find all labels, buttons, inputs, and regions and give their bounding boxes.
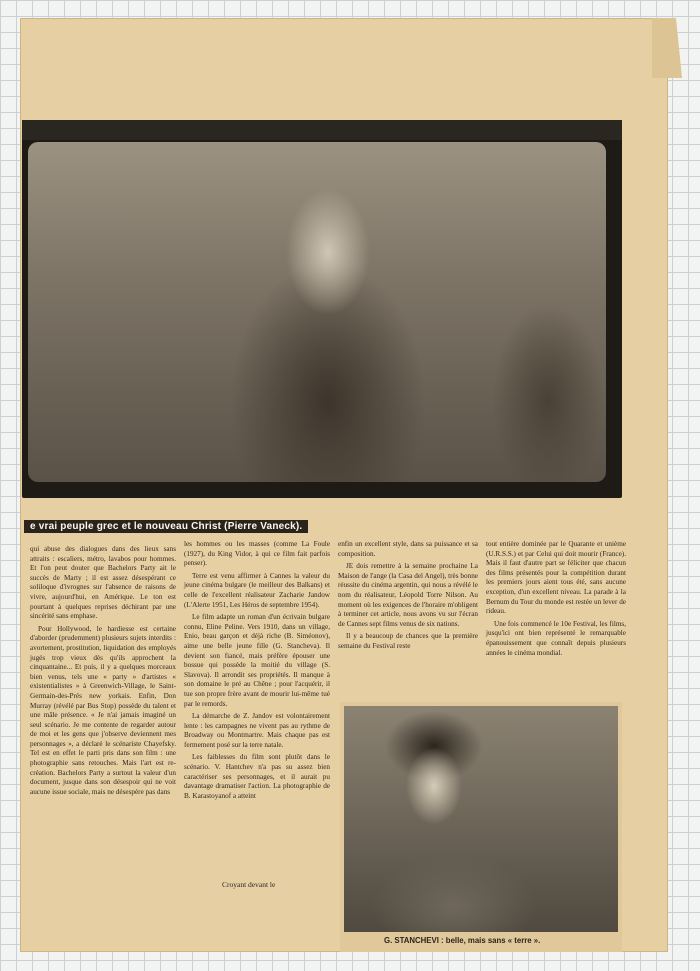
cut-off-text: Croyant devant le — [222, 880, 276, 889]
col3-paragraph: enfin un excellent style, dans sa puissance et sa composition. — [338, 540, 478, 558]
col2-paragraph: La démarche de Z. Jandov est volontairement lente : les campagnes ne vivent pas au rythme de Broadway ou Montmartre. Mais chaque pas est fermement posé sur la terre natale. — [184, 712, 330, 749]
article-column-4 — [486, 540, 626, 661]
main-photo — [28, 142, 606, 482]
col2-paragraph: les hommes ou les masses (comme La Foule (1927), du King Vidor, à qui ce film fait parfois penser). — [184, 540, 330, 568]
col3-paragraph: JE dois remettre à la semaine prochaine La Maison de l'ange (la Casa del Angel), très bonne réussite du cinéma argentin, qui nous a révélé le nom du réalisateur, Léopold Torre Nilson. Au moment où les exigences de l'horaire m'obligent à terminer cet article, nous avons vu sur l'écran de Cannes sept films venus de six nations. — [338, 562, 478, 628]
col1-paragraph: Pour Hollywood, le hardiesse est certaine d'aborder (prudemment) plusieurs sujets interdits : avortement, prostitution, liquidation des employés jugés trop vieux dès qu'ils approchent la cinquantaine... Et puis, il y a quelques morceaux bien venus, tels une « party » d'artistes « existentialistes » à Greenwich-Village, le Saint-Germain-des-Prés new yorkais. Enfin, Don Murray (révélé par Bus Stop) possède du talent et une mâle présence. « Je n'ai jamais imaginé un seul scénario. Je me contente de regarder autour de moi et les gens que j'observe deviennent mes personnages », a déclaré le scénariste Chayefsky. Tel est en effet le parti pris dans son film : une photographie sans retouches. Mais l'art est re-création. Bachelors Party a surtout la valeur d'un document, jusque dans son désespoir qui ne voit aucune issue sociale, mais ne désespère pas dans — [30, 624, 176, 796]
col2-paragraph: Les faiblesses du film sont plutôt dans le scénario. V. Hantchev n'a pas su assez bien caractériser ses personnages, et il aurait pu davantage dramatiser l'action. La photographie de B. Karastoyanof a atteint — [184, 753, 330, 800]
main-photo-caption: e vrai peuple grec et le nouveau Christ (Pierre Vaneck). — [24, 520, 308, 533]
second-photo — [344, 706, 618, 932]
article-column-2 — [184, 540, 330, 804]
col3-paragraph: Il y a beaucoup de chances que la première semaine du Festival reste — [338, 632, 478, 650]
photo-top-band — [22, 120, 622, 140]
article-column-3 — [338, 540, 478, 655]
second-photo-alt — [340, 702, 348, 703]
main-photo-frame — [22, 120, 622, 498]
col2-paragraph: Le film adapte un roman d'un écrivain bulgare connu, Eline Peline. Vers 1910, dans un village, Enio, beau garçon et déjà riche (B. Siméonov), aime une belle jeune fille (G. Stancheva). Il devient son fiancé, mais préfère épouser une bossue qui possède la moitié du village (S. Slavova). Il arrondit ses propriétés. Il manque à son domaine le pré au Chêne ; pour l'acquérir, il tue son propre frère avant de mourir lui-même tué par le remords. — [184, 613, 330, 708]
main-photo-alt — [22, 120, 31, 121]
col1-paragraph: qui abuse des dialogues dans des lieux sans attraits : escaliers, métro, lavabos pour hommes. Et l'on peut douter que Bachelors Party ait le succès de Marty ; il est assez désespérant ce soliloque d'ivrognes sur l'absence de raisons de vivre, aujourd'hui, en Amérique. Le ton est pourtant à quelques reprises déchirant par une sincérité sans emphase. — [30, 545, 176, 621]
second-photo-caption: G. STANCHEVI : belle, mais sans « terre ». — [384, 936, 541, 945]
col4-paragraph: Une fois commencé le 10e Festival, les films, jusqu'ici ont bien représenté le remarquable épanouissement que connaît depuis plusieurs années le cinéma mondial. — [486, 619, 626, 657]
torn-corner — [652, 18, 682, 78]
article-column-1 — [30, 545, 176, 800]
second-photo-frame — [340, 702, 622, 952]
col2-paragraph: Terre est venu affirmer à Cannes la valeur du jeune cinéma bulgare (le meilleur des Balkans) et celle de l'excellent réalisateur Zacharie Jandow (L'Alerte 1951, Les Héros de septembre 1954). — [184, 571, 330, 609]
col4-paragraph: tout entière dominée par le Quarante et unième (U.R.S.S.) et par Celui qui doit mourir (France). Mais il faut d'autre part se féliciter que chacun des films présentés pour la compétition durant les premiers jours aient tous été, sans aucune exception, d'un excellent niveau. La parade à la Bernum du Tour du monde est restée un lever de rideau. — [486, 540, 626, 616]
